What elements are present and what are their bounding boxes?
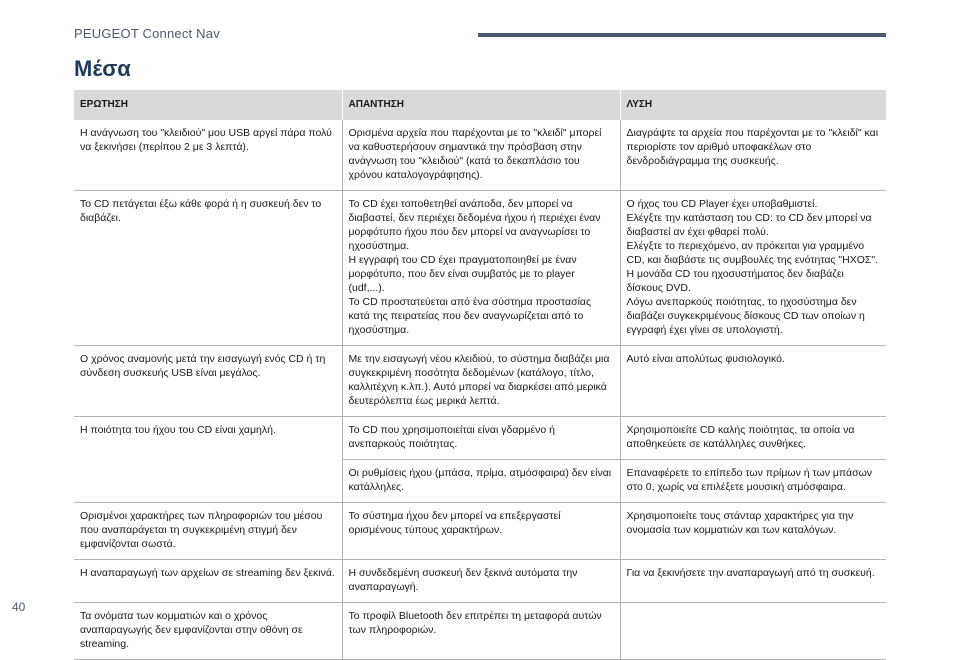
answer-cell: Το προφίλ Bluetooth δεν επιτρέπει τη μεταφορά αυτών των πληροφοριών. [342, 603, 620, 660]
table-row [74, 191, 886, 346]
table-row [74, 603, 886, 660]
answer-cell: Η συνδεδεμένη συσκευή δεν ξεκινά αυτόματα την αναπαραγωγή. [342, 560, 620, 603]
question-cell: Ο χρόνος αναμονής μετά την εισαγωγή ενός CD ή τη σύνδεση συσκευής USB είναι μεγάλος. [74, 346, 342, 417]
solution-line: Ελέγξτε την κατάσταση του CD: το CD δεν μπορεί να διαβαστεί αν έχει φθαρεί πολύ. [626, 212, 872, 238]
answer-cell: Με την εισαγωγή νέου κλειδιού, το σύστημα διαβάζει μια συγκεκριμένη ποσότητα δεδομένων (κατάλογο, τίτλο, καλλιτέχνη κ.λπ.). Αυτό μπορεί να διαρκέσει από μερικά δευτερόλεπτα έως μερικά λεπτά. [342, 346, 620, 417]
answer-line: Η εγγραφή του CD έχει πραγματοποιηθεί με έναν μορφότυπο, που δεν είναι συμβατός με το player (udf,...). [348, 254, 577, 294]
header-question: ΕΡΩΤΗΣΗ [74, 90, 342, 120]
table-row [74, 417, 886, 460]
solution-cell: Χρησιμοποιείτε CD καλής ποιότητας, τα οποία να αποθηκεύετε σε κατάλληλες συνθήκες. [620, 417, 886, 460]
answer-cell: Οι ρυθμίσεις ήχου (μπάσα, πρίμα, ατμόσφαιρα) δεν είναι κατάλληλες. [342, 460, 620, 503]
manual-brand-header: PEUGEOT Connect Nav [74, 26, 220, 41]
table-header-row [74, 90, 886, 120]
solution-line: Λόγω ανεπαρκούς ποιότητας, το ηχοσύστημα δεν διαβάζει συγκεκριμένους δίσκους CD των οποίων η εγγραφή έχει γίνει σε υπολογιστή. [626, 296, 865, 336]
question-cell: Η αναπαραγωγή των αρχείων σε streaming δεν ξεκινά. [74, 560, 342, 603]
table-row [74, 346, 886, 417]
solution-cell: Για να ξεκινήσετε την αναπαραγωγή από τη συσκευή. [620, 560, 886, 603]
solution-cell [620, 603, 886, 660]
header-solution: ΛΥΣΗ [620, 90, 886, 120]
answer-line: Το CD προστατεύεται από ένα σύστημα προστασίας κατά της πειρατείας που δεν αναγνωρίζεται από το ηχοσύστημα. [348, 296, 592, 336]
header-divider [478, 33, 886, 37]
question-cell: Ορισμένοι χαρακτήρες των πληροφοριών του μέσου που αναπαράγεται τη συγκεκριμένη στιγμή δεν εμφανίζονται σωστά. [74, 503, 342, 560]
question-cell: Η ανάγνωση του "κλειδιού" μου USB αργεί πάρα πολύ να ξεκινήσει (περίπου 2 με 3 λεπτά). [74, 120, 342, 191]
solution-cell: Διαγράψτε τα αρχεία που παρέχονται με το "κλειδί" και περιορίστε τον αριθμό υποφακέλων στο δενδροδιάγραμμα της συσκευής. [620, 120, 886, 191]
table-row [74, 560, 886, 603]
solution-cell: Επαναφέρετε το επίπεδο των πρίμων ή των μπάσων στο 0, χωρίς να επιλέξετε μουσική ατμόσφαιρα. [620, 460, 886, 503]
solution-line: Ελέγξτε το περιεχόμενο, αν πρόκειται για γραμμένο CD, και διαβάστε τις συμβουλές της ενότητας "ΗΧΟΣ". [626, 240, 879, 266]
question-cell: Τα ονόματα των κομματιών και ο χρόνος αναπαραγωγής δεν εμφανίζονται στην οθόνη σε streaming. [74, 603, 342, 660]
question-cell: Το CD πετάγεται έξω κάθε φορά ή η συσκευή δεν το διαβάζει. [74, 191, 342, 346]
solution-cell: Αυτό είναι απολύτως φυσιολογικό. [620, 346, 886, 417]
answer-cell: Το σύστημα ήχου δεν μπορεί να επεξεργαστεί ορισμένους τύπους χαρακτήρων. [342, 503, 620, 560]
answer-cell: Το CD που χρησιμοποιείται είναι γδαρμένο ή ανεπαρκούς ποιότητας. [342, 417, 620, 460]
header-answer: ΑΠΑΝΤΗΣΗ [342, 90, 620, 120]
answer-line: Το CD έχει τοποθετηθεί ανάποδα, δεν μπορεί να διαβαστεί, δεν περιέχει δεδομένα ήχου ή περιέχει έναν μορφότυπο ήχου που δεν μπορεί να αναγνωρίσει το ηχοσύστημα. [348, 198, 601, 252]
solution-cell [620, 191, 886, 346]
solution-cell: Χρησιμοποιείτε τους στάνταρ χαρακτήρες για την ονομασία των κομματιών και των καταλόγων. [620, 503, 886, 560]
troubleshooting-table [74, 90, 886, 660]
table-row [74, 503, 886, 560]
solution-line: Η μονάδα CD του ηχοσυστήματος δεν διαβάζει δίσκους DVD. [626, 268, 844, 294]
answer-cell [342, 191, 620, 346]
answer-cell: Ορισμένα αρχεία που παρέχονται με το "κλειδί" μπορεί να καθυστερήσουν σημαντικά την πρόσβαση στην ανάγνωση του "κλειδιού" (κατά το δεκαπλάσιο του χρόνου καταλογογράφησης). [342, 120, 620, 191]
question-cell: Η ποιότητα του ήχου του CD είναι χαμηλή. [74, 417, 342, 503]
solution-line: Ο ήχος του CD Player έχει υποβαθμιστεί. [626, 198, 818, 210]
table-row [74, 120, 886, 191]
page-title: Μέσα [74, 56, 131, 81]
page-number: 40 [12, 600, 26, 614]
